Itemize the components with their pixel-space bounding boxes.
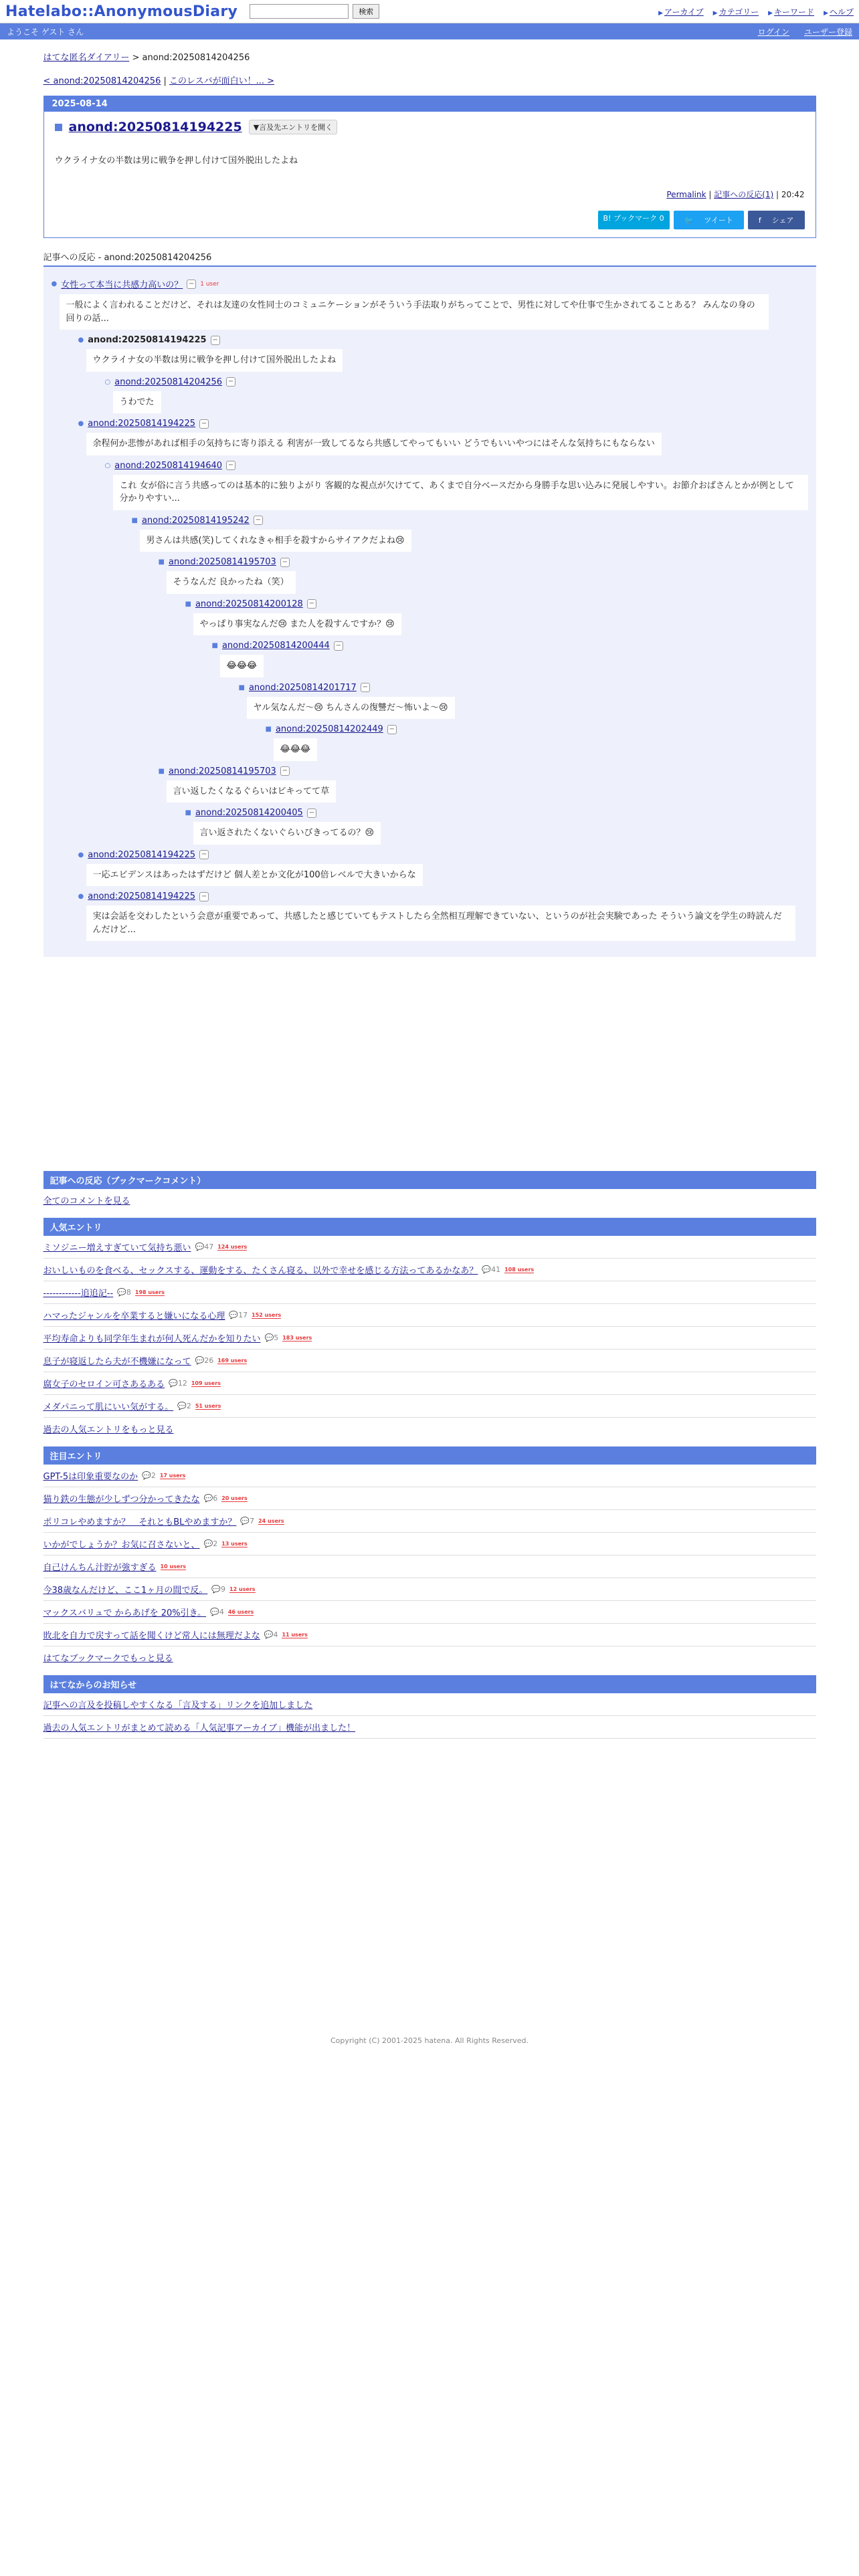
node-title[interactable]: anond:20250814194225 bbox=[88, 849, 196, 860]
entry bbox=[43, 96, 816, 238]
collapse-icon[interactable]: − bbox=[226, 377, 235, 387]
tree-node bbox=[185, 808, 808, 845]
entry-time: 20:42 bbox=[781, 190, 805, 199]
popular-more-link[interactable]: 過去の人気エントリをもっと見る bbox=[43, 1425, 174, 1435]
bookmark-users-badge[interactable]: 109 users bbox=[191, 1380, 221, 1386]
entry-link[interactable]: GPT-5は印象重要なのか bbox=[43, 1472, 138, 1482]
open-cited-button[interactable]: ▼言及先エントリを開く bbox=[249, 120, 337, 134]
login-link[interactable]: ログイン bbox=[757, 27, 789, 37]
prev-entry-link[interactable]: < anond:20250814204256 bbox=[43, 76, 161, 86]
entry-link[interactable]: 平均寿命よりも同学年生まれが何人死んだかを知りたい bbox=[43, 1334, 261, 1344]
comment-count[interactable] bbox=[229, 1311, 248, 1319]
node-title-current: anond:20250814194225 bbox=[88, 335, 207, 345]
tree-node bbox=[132, 516, 808, 845]
bookmark-users-badge[interactable]: 108 users bbox=[504, 1266, 535, 1273]
node-text: 男さんは共感(笑)してくれなきゃ相手を殺すからサイアクだよね😢 bbox=[140, 530, 411, 552]
permalink[interactable]: Permalink bbox=[666, 190, 706, 199]
popular-list bbox=[43, 1236, 816, 1418]
bullet-icon: ■ bbox=[158, 558, 165, 566]
comment-number: 47 bbox=[204, 1243, 214, 1251]
tweet-button[interactable] bbox=[674, 211, 744, 229]
comment-icon: 💬 bbox=[264, 1333, 274, 1342]
list-item bbox=[43, 1372, 816, 1395]
entry-date: 2025-08-14 bbox=[44, 96, 816, 112]
entry-link[interactable]: おいしいものを食べる、セックスする、運動をする、たくさん寝る、以外で幸せを感じる方法ってあるかなあ？ bbox=[43, 1266, 478, 1276]
entry-link[interactable]: ハマったジャンルを卒業すると嫌いになる心理 bbox=[43, 1311, 225, 1321]
comment-icon: 💬 bbox=[195, 1243, 205, 1251]
list-item bbox=[43, 1304, 816, 1327]
nav-help-link[interactable]: ヘルプ bbox=[829, 7, 854, 17]
comment-icon: 💬 bbox=[229, 1311, 239, 1319]
node-text: これ 女が俗に言う共感ってのは基本的に独りよがり 客観的な視点が欠けてて、あくまで自分ベースだから身勝手な思い込みに発展しやすい。お節介おばさんとかが例として分かりやすい... bbox=[113, 475, 808, 510]
node-title[interactable]: 女性って本当に共感力高いの？ bbox=[61, 280, 183, 290]
bookmark-users-badge[interactable]: 11 users bbox=[282, 1631, 308, 1638]
comment-count[interactable] bbox=[204, 1539, 218, 1548]
bookmark-users-badge[interactable]: 24 users bbox=[258, 1517, 284, 1524]
top-nav bbox=[658, 6, 854, 17]
nav-category[interactable] bbox=[713, 6, 759, 17]
list-item bbox=[43, 1578, 816, 1601]
collapse-icon[interactable]: − bbox=[211, 336, 220, 345]
comment-count[interactable] bbox=[142, 1471, 156, 1480]
breadcrumb bbox=[43, 50, 816, 63]
bullet-icon: ○ bbox=[104, 461, 111, 469]
list-item bbox=[43, 1465, 816, 1487]
comment-icon: 💬 bbox=[264, 1630, 274, 1639]
bookmark-comments-heading: 記事への反応（ブックマークコメント） bbox=[43, 1171, 816, 1189]
comment-icon: 💬 bbox=[211, 1585, 221, 1594]
collapse-icon[interactable]: − bbox=[199, 419, 209, 429]
node-title[interactable]: anond:20250814200405 bbox=[195, 808, 303, 818]
footer: Copyright (C) 2001-2025 hatena. All Rights Reserved. bbox=[330, 2036, 529, 2045]
collapse-icon[interactable]: − bbox=[334, 641, 343, 651]
tree-node bbox=[105, 377, 808, 414]
tree-node bbox=[239, 683, 808, 761]
collapse-icon[interactable]: − bbox=[187, 280, 196, 289]
bookmark-users-badge[interactable]: 51 users bbox=[195, 1402, 221, 1409]
node-text: やっぱり事実なんだ😢 また人を殺すんですか？😢 bbox=[193, 613, 401, 636]
node-text: ヤル気なんだ〜😢 ちんさんの復讐だ〜怖いよ〜😢 bbox=[247, 697, 455, 720]
breadcrumb-home[interactable]: はてな匿名ダイアリー bbox=[43, 53, 130, 63]
collapse-icon[interactable]: − bbox=[307, 599, 316, 609]
notice-heading: はてなからのお知らせ bbox=[43, 1675, 816, 1693]
bookmark-users-badge[interactable]: 10 users bbox=[160, 1563, 187, 1570]
entry-link[interactable]: ポリコレやめますか？ それともBLやめますか？ bbox=[43, 1517, 237, 1527]
ad-space bbox=[43, 957, 816, 1164]
comment-count[interactable] bbox=[211, 1585, 225, 1594]
tree-node bbox=[212, 641, 808, 761]
collapse-icon[interactable]: − bbox=[361, 683, 370, 692]
site-logo[interactable]: Hatelabo::AnonymousDiary bbox=[5, 3, 238, 20]
comment-number: 5 bbox=[274, 1333, 279, 1342]
nav-archive-link[interactable]: アーカイブ bbox=[664, 7, 704, 17]
collapse-icon[interactable]: − bbox=[307, 809, 316, 818]
entry-nav bbox=[43, 74, 816, 86]
node-text: 😂😂😂 bbox=[274, 738, 318, 761]
comment-number: 41 bbox=[491, 1265, 501, 1274]
list-item bbox=[43, 1601, 816, 1624]
bullet-icon: ● bbox=[78, 336, 84, 344]
node-text: 😂😂😂 bbox=[220, 655, 264, 677]
next-entry-link[interactable]: このレスバが面白い！... > bbox=[169, 76, 275, 86]
entry-text: ウクライナ女の半数は男に戦争を押し付けて国外脱出したよね bbox=[54, 156, 298, 166]
bullet-icon: ■ bbox=[158, 767, 165, 775]
reactions-link[interactable]: 記事への反応(1) bbox=[714, 190, 774, 199]
entry-link[interactable]: メダパニって肌にいい気がする。 bbox=[43, 1402, 174, 1412]
comment-icon: 💬 bbox=[117, 1288, 126, 1297]
comment-icon: 💬 bbox=[177, 1402, 187, 1410]
node-title[interactable]: anond:20250814200128 bbox=[195, 599, 303, 609]
collapse-icon[interactable]: − bbox=[254, 516, 263, 525]
notice-item[interactable]: 過去の人気エントリがまとめて読める「人気記事アーカイブ」機能が出ました！ bbox=[43, 1723, 356, 1733]
comment-number: 7 bbox=[250, 1517, 255, 1525]
comment-count[interactable] bbox=[482, 1265, 500, 1274]
node-title[interactable]: anond:20250814194225 bbox=[88, 891, 196, 901]
bullet-icon: ■ bbox=[185, 600, 191, 608]
bullet-icon: ● bbox=[78, 420, 84, 427]
node-title[interactable]: anond:20250814195703 bbox=[168, 557, 276, 567]
bookmark-users-badge[interactable]: 169 users bbox=[217, 1357, 248, 1364]
comment-count[interactable] bbox=[210, 1608, 224, 1616]
search-button[interactable]: 検索 bbox=[353, 4, 379, 19]
bookmark-users-badge[interactable]: 13 users bbox=[221, 1540, 248, 1547]
comment-count[interactable] bbox=[195, 1243, 214, 1251]
notable-list bbox=[43, 1465, 816, 1646]
comment-count[interactable] bbox=[169, 1379, 187, 1388]
tree-node bbox=[159, 766, 808, 845]
comment-icon: 💬 bbox=[142, 1471, 151, 1480]
node-title[interactable]: anond:20250814195242 bbox=[141, 515, 250, 526]
twitter-icon: 🐦 bbox=[684, 216, 694, 225]
bookmark-users-badge[interactable]: 124 users bbox=[217, 1243, 248, 1250]
comment-count[interactable] bbox=[264, 1630, 278, 1639]
comment-icon: 💬 bbox=[240, 1517, 250, 1525]
node-title[interactable]: anond:20250814195703 bbox=[168, 766, 276, 776]
notable-heading: 注目エントリ bbox=[43, 1446, 816, 1465]
list-item bbox=[43, 1395, 816, 1418]
comment-icon: 💬 bbox=[203, 1494, 213, 1503]
tree-node bbox=[78, 891, 808, 941]
notable-more-link[interactable]: はてなブックマークでもっと見る bbox=[43, 1654, 173, 1664]
welcome-text: ようこそ ゲスト さん bbox=[7, 27, 84, 37]
bookmark-users-badge[interactable]: 12 users bbox=[229, 1586, 256, 1592]
comment-number: 8 bbox=[126, 1288, 131, 1297]
tree-node-root bbox=[52, 278, 808, 941]
entry-link[interactable]: 息子が寝返したら夫が不機嫌になって bbox=[43, 1357, 191, 1367]
bullet-icon: ● bbox=[51, 280, 58, 288]
bullet-icon: ■ bbox=[265, 726, 272, 733]
node-title[interactable]: anond:20250814194640 bbox=[114, 460, 223, 471]
collapse-icon[interactable]: − bbox=[226, 461, 235, 470]
comment-number: 2 bbox=[213, 1539, 218, 1548]
bullet-icon: ● bbox=[78, 893, 84, 900]
list-item bbox=[43, 1259, 816, 1281]
comment-icon: 💬 bbox=[210, 1608, 219, 1616]
node-text: 言い返したくなるぐらいはビキってて草 bbox=[167, 780, 337, 803]
entry-link[interactable]: マックスバリュで からあげを 20%引き。 bbox=[43, 1608, 207, 1618]
collapse-icon[interactable]: − bbox=[387, 725, 397, 734]
main-content bbox=[43, 39, 816, 1739]
list-item bbox=[43, 1555, 816, 1578]
bookmark-users-badge[interactable]: 20 users bbox=[221, 1495, 248, 1501]
tree-node bbox=[185, 599, 808, 761]
entry-link[interactable]: 自己けんちん汁貯が強すぎる bbox=[43, 1563, 157, 1573]
comment-number: 12 bbox=[177, 1379, 187, 1388]
entry-link[interactable]: 敗北を自力で戻すって話を聞くけど常人には無理だよな bbox=[43, 1631, 260, 1641]
tree-node bbox=[159, 557, 808, 761]
popular-heading: 人気エントリ bbox=[43, 1218, 816, 1236]
node-text: 一般によく言われることだけど、それは友達の女性同士のコミュニケーションがそういう手法取りがちってことで、男性に対してや仕事で生かされてることある？ みんなの身の回りの話... bbox=[60, 294, 769, 330]
reaction-tree bbox=[43, 265, 816, 957]
bookmark-button[interactable]: B! ブックマーク 0 bbox=[598, 211, 670, 229]
nav-archive[interactable] bbox=[658, 6, 704, 17]
comment-number: 4 bbox=[273, 1630, 278, 1639]
entry-link[interactable]: ------------追追記-- bbox=[43, 1289, 114, 1299]
entry-link[interactable]: 猫り鉄の生態が少しずつ分かってきたな bbox=[43, 1495, 200, 1505]
facebook-icon: f bbox=[758, 216, 761, 225]
node-title[interactable]: anond:20250814201717 bbox=[248, 682, 357, 693]
collapse-icon[interactable]: − bbox=[280, 766, 290, 776]
bullet-icon: ■ bbox=[238, 683, 245, 691]
list-item bbox=[43, 1281, 816, 1304]
node-text: 余程何か悲惨があれば相手の気持ちに寄り添える 利害が一致してるなら共感してやってもいい どうでもいいやつにはそんな気持ちにもならない bbox=[86, 433, 662, 455]
nav-help[interactable] bbox=[824, 6, 854, 17]
nav-sep: | bbox=[163, 76, 167, 86]
tree-node bbox=[78, 850, 808, 887]
comment-icon: 💬 bbox=[203, 1539, 213, 1548]
entry-link[interactable]: 腐女子のセロイン可さあるある bbox=[43, 1380, 165, 1390]
node-title[interactable]: anond:20250814194225 bbox=[88, 419, 196, 429]
tree-node bbox=[78, 335, 808, 413]
comment-count[interactable] bbox=[265, 1333, 279, 1342]
users-badge[interactable]: 1 user bbox=[200, 280, 219, 288]
triangle-icon: ▶ bbox=[658, 9, 663, 17]
search-input[interactable] bbox=[250, 4, 349, 19]
share-buttons bbox=[55, 211, 805, 229]
comment-number: 6 bbox=[213, 1494, 218, 1503]
bullet-icon: ○ bbox=[104, 378, 111, 386]
entry-title[interactable]: anond:20250814194225 bbox=[68, 120, 242, 134]
entry-link[interactable]: いかがでしょうか？お気に召さないと、 bbox=[43, 1540, 200, 1550]
comment-number: 2 bbox=[186, 1402, 191, 1410]
comment-icon: 💬 bbox=[195, 1356, 205, 1365]
comment-number: 26 bbox=[204, 1356, 214, 1365]
user-bar bbox=[0, 23, 859, 39]
comment-count[interactable] bbox=[204, 1494, 218, 1503]
bookmark-users-badge[interactable]: 198 users bbox=[134, 1289, 165, 1295]
top-bar bbox=[0, 0, 859, 23]
reactions-heading: 記事への反応 - anond:20250814204256 bbox=[43, 253, 212, 263]
facebook-share-button[interactable] bbox=[748, 211, 805, 229]
nav-category-link[interactable]: カテゴリー bbox=[719, 7, 759, 17]
node-text: 言い返されたくないぐらいびきってるの？😢 bbox=[193, 822, 381, 845]
comment-count[interactable] bbox=[117, 1288, 131, 1297]
tweet-label: ツイート bbox=[704, 216, 733, 225]
tree-node bbox=[78, 419, 808, 845]
comment-count[interactable] bbox=[240, 1517, 254, 1525]
bookmark-users-badge[interactable]: 183 users bbox=[282, 1334, 312, 1341]
node-text: うわでた bbox=[113, 391, 161, 414]
list-item bbox=[43, 1236, 816, 1259]
node-text: ウクライナ女の半数は男に戦争を押し付けて国外脱出したよね bbox=[86, 349, 343, 372]
list-item bbox=[43, 1624, 816, 1646]
list-item bbox=[43, 1327, 816, 1350]
tree-node bbox=[105, 461, 808, 845]
collapse-icon[interactable]: − bbox=[199, 892, 209, 901]
list-item bbox=[43, 1510, 816, 1533]
bookmark-users-badge[interactable]: 17 users bbox=[159, 1472, 186, 1479]
list-item bbox=[43, 1533, 816, 1555]
nav-keyword[interactable] bbox=[768, 6, 814, 17]
bullet-icon: ● bbox=[78, 851, 84, 859]
node-text: 実は会話を交わしたという会意が重要であって、共感したと感じていてもテストしたら全然相互理解できていない、というのが社会実験であった そういう論文を学生の時読んだんだけど... bbox=[86, 905, 795, 941]
comment-number: 2 bbox=[151, 1471, 156, 1480]
node-text: そうなんだ 良かったね（笑） bbox=[167, 571, 296, 594]
list-item bbox=[43, 1487, 816, 1510]
comment-number: 9 bbox=[221, 1585, 226, 1594]
bookmark-users-badge[interactable]: 152 users bbox=[252, 1311, 282, 1318]
bullet-icon: ■ bbox=[131, 516, 138, 524]
triangle-icon: ▶ bbox=[712, 9, 718, 17]
bookmark-users-badge[interactable]: 46 users bbox=[227, 1608, 254, 1615]
breadcrumb-current: anond:20250814204256 bbox=[142, 53, 250, 63]
node-text: 一応エビデンスはあったはずだけど 個人差とか文化が100倍レベルで大きいからな bbox=[86, 864, 423, 887]
bullet-icon: ■ bbox=[185, 809, 191, 817]
collapse-icon[interactable]: − bbox=[199, 850, 209, 859]
triangle-icon: ▶ bbox=[768, 9, 773, 17]
nav-keyword-link[interactable]: キーワード bbox=[774, 7, 815, 17]
notice-item[interactable]: 記事への言及を投稿しやすくなる「言及する」リンクを追加しました bbox=[43, 1701, 313, 1711]
breadcrumb-sep: > bbox=[132, 53, 140, 63]
comment-number: 17 bbox=[238, 1311, 248, 1319]
square-icon bbox=[55, 124, 62, 131]
node-title[interactable]: anond:20250814200444 bbox=[221, 641, 330, 651]
triangle-icon: ▶ bbox=[824, 9, 828, 17]
entry-link[interactable]: 今38歳なんだけど、ここ1ヶ月の間で反。 bbox=[43, 1586, 208, 1596]
all-comments-link[interactable]: 全てのコメントを見る bbox=[43, 1196, 130, 1206]
collapse-icon[interactable]: − bbox=[280, 558, 290, 567]
register-link[interactable]: ユーザー登録 bbox=[803, 27, 852, 37]
bullet-icon: ■ bbox=[211, 642, 218, 649]
node-title[interactable]: anond:20250814204256 bbox=[114, 377, 223, 387]
entry-footer: Permalink | 記事への反応(1) | 20:42 bbox=[666, 190, 805, 199]
list-item bbox=[43, 1350, 816, 1372]
comment-count[interactable] bbox=[177, 1402, 191, 1410]
comment-count[interactable] bbox=[195, 1356, 214, 1365]
comment-icon: 💬 bbox=[482, 1265, 492, 1274]
comment-icon: 💬 bbox=[169, 1379, 178, 1388]
entry-link[interactable]: ミソジニー増えすぎていて気持ち悪い bbox=[43, 1243, 191, 1253]
facebook-share-label: シェア bbox=[771, 216, 794, 225]
node-title[interactable]: anond:20250814202449 bbox=[275, 724, 383, 734]
tree-node bbox=[266, 724, 808, 761]
comment-number: 4 bbox=[219, 1608, 224, 1616]
